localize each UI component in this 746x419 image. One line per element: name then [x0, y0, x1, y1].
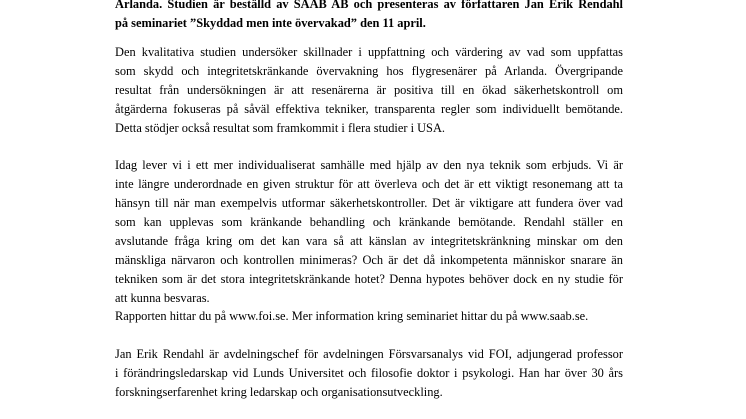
paragraph-line: avslutande fråga kring om det kan vara så att känslan av integritetskränkning minskar om den: [115, 234, 623, 248]
paragraph-line: hänsyn till när man exempelvis utformar säkerhetskontroller. Det är viktigare att fundera över vad: [115, 196, 623, 210]
paragraph-line: tekniken som är det stora integritetskränkande hotet? Denna hypotes behöver dock en ny studie för: [115, 272, 623, 286]
paragraph-line: resultat från undersökningen är att resenärerna är positiva till en ökad säkerhetskontroll om: [115, 83, 623, 97]
paragraph-line: mänskliga närvaron och kontrollen minimeras? Och är det då inkompetenta människor snarare än: [115, 253, 623, 267]
paragraph-line: inte längre underordnade en given struktur för att överleva och det är ett viktigt resonemang att ta: [115, 177, 623, 191]
links-line: Rapporten hittar du på www.foi.se. Mer information kring seminariet hittar du på www.saab.se.: [115, 309, 589, 323]
paragraph-line: som skydd och integritetskränkande övervakning hos flygresenärer på Arlanda. Övergripande: [115, 64, 623, 78]
intro-paragraph: [115, 0, 623, 33]
paragraph-line: Idag lever vi i ett mer individualiserat samhälle med hjälp av den nya teknik som erbjuds. Vi är: [115, 158, 623, 172]
paragraph-line: att kunna besvaras.: [115, 291, 210, 305]
paragraph-line: Jan Erik Rendahl är avdelningschef för avdelningen Försvarsanalys vid FOI, adjungerad professor: [115, 347, 623, 361]
intro-line: Arlanda. Studien är beställd av SAAB AB och presenteras av författaren Jan Erik Rendahl: [115, 0, 623, 11]
paragraph-line: Detta stödjer också resultat som framkommit i flera studier i USA.: [115, 121, 445, 135]
paragraph-line: som kan upplevas som kränkande behandling och kränkande bemötande. Rendahl ställer en: [115, 215, 623, 229]
author-bio-paragraph: [115, 345, 623, 402]
paragraph-line: åtgärderna fokuseras på såväl effektiva tekniker, transparenta regler som individuellt bemötande.: [115, 102, 623, 116]
discussion-paragraph: [115, 156, 623, 308]
paragraph-line: forskningserfarenhet kring ledarskap och organisationsutveckling.: [115, 385, 443, 399]
intro-line: på seminariet ”Skyddad men inte övervakad” den 11 april.: [115, 16, 426, 30]
paragraph-line: i förändringsledarskap vid Lunds Universitet och filosofie doktor i psykologi. Han har över 30 års: [115, 366, 623, 380]
links-paragraph: [115, 307, 623, 326]
study-summary-paragraph: [115, 43, 623, 138]
paragraph-line: Den kvalitativa studien undersöker skillnader i uppfattning och värdering av vad som uppfattas: [115, 45, 623, 59]
